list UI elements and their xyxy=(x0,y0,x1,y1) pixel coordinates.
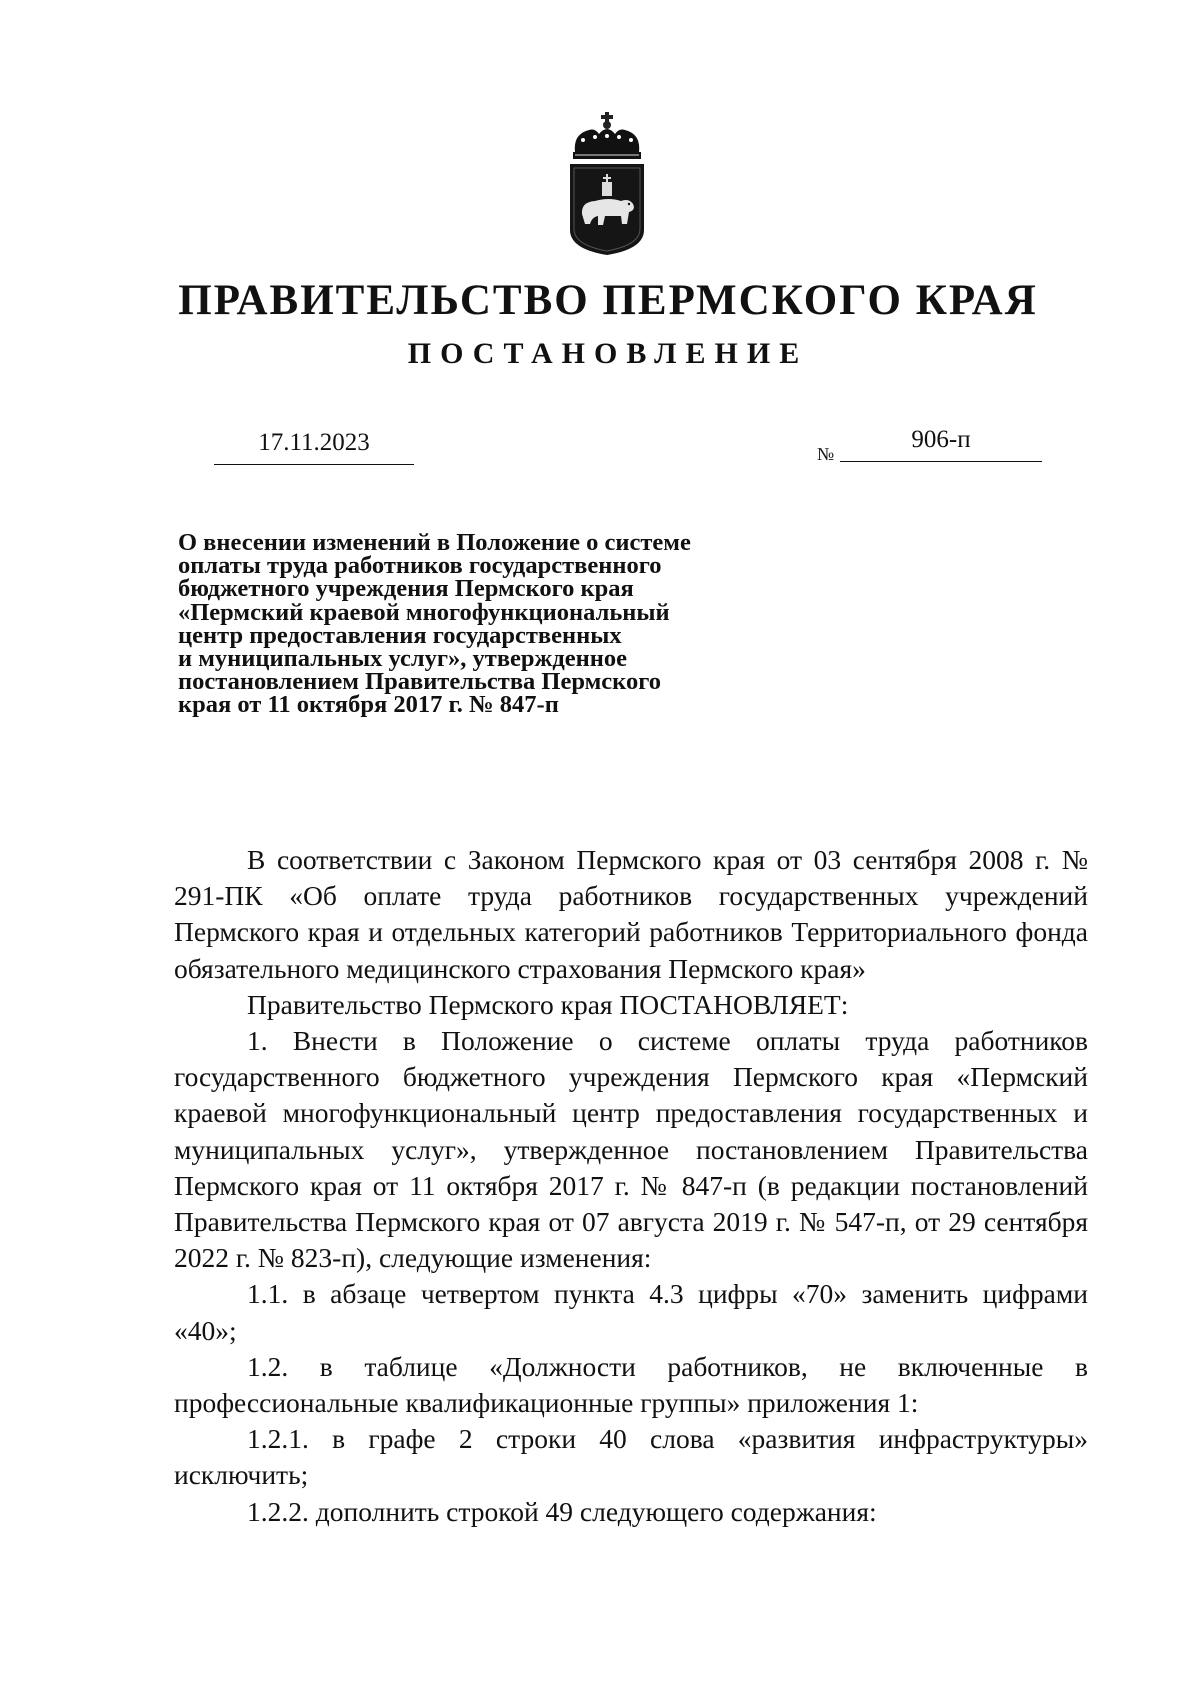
document-number: 906-п xyxy=(840,425,1042,462)
subject-line: «Пермский краевой многофункциональный xyxy=(178,598,670,626)
clause-1-1: 1.1. в абзаце четвертом пункта 4.3 цифры «70» заменить цифрами «40»; xyxy=(174,1278,1088,1346)
document-type-heading: ПОСТАНОВЛЕНИЕ xyxy=(407,337,809,370)
resolution-statement: Правительство Пермского края ПОСТАНОВЛЯЕТ: xyxy=(247,988,849,1020)
subject-line: постановлением Правительства Пермского xyxy=(178,668,661,696)
document-body xyxy=(174,842,1088,1530)
document-date: 17.11.2023 xyxy=(214,428,414,465)
preamble-paragraph: В соответствии с Законом Пермского края от 03 сентября 2008 г. № 291-ПК «Об оплате труда работников государственных учреждений Пермского края и отдельных категорий работников Территориального фонда обязательного медицинского страхования Пермского края» xyxy=(174,844,1088,984)
document-subject xyxy=(178,531,798,717)
subject-line: О внесении изменений в Положение о системе xyxy=(178,529,691,556)
clause-1-2-1: 1.2.1. в графе 2 строки 40 слова «развития инфраструктуры» исключить; xyxy=(174,1423,1088,1491)
subject-line: края от 11 октября 2017 г. № 847-п xyxy=(178,691,559,719)
subject-line: центр предоставления государственных xyxy=(178,621,622,649)
clause-1: 1. Внести в Положение о системе оплаты труда работников государственного бюджетного учреждения Пермского края «Пермский краевой многофункциональный центр предоставления государственных и муниципальных услуг», утвержденное постановлением Правительства Пермского края от 11 октября 2017 г. № 847-п (в редакции постановлений Правительства Пермского края от 07 августа 2019 г. № 547-п, от 29 сентября 2022 г. № 823-п), следующие изменения: xyxy=(174,1025,1088,1274)
subject-line: и муниципальных услуг», утвержденное xyxy=(178,645,627,673)
organization-title: ПРАВИТЕЛЬСТВО ПЕРМСКОГО КРАЯ xyxy=(178,277,1038,324)
clause-1-2: 1.2. в таблице «Должности работников, не включенные в профессиональные квалификационные группы» приложения 1: xyxy=(174,1350,1088,1419)
subject-line: бюджетного учреждения Пермского края xyxy=(178,575,634,603)
subject-line: оплаты труда работников государственного xyxy=(178,552,662,580)
coat-of-arms-icon xyxy=(565,112,649,258)
clause-1-2-2: 1.2.2. дополнить строкой 49 следующего содержания: xyxy=(247,1495,877,1527)
number-sign: № xyxy=(817,444,835,464)
